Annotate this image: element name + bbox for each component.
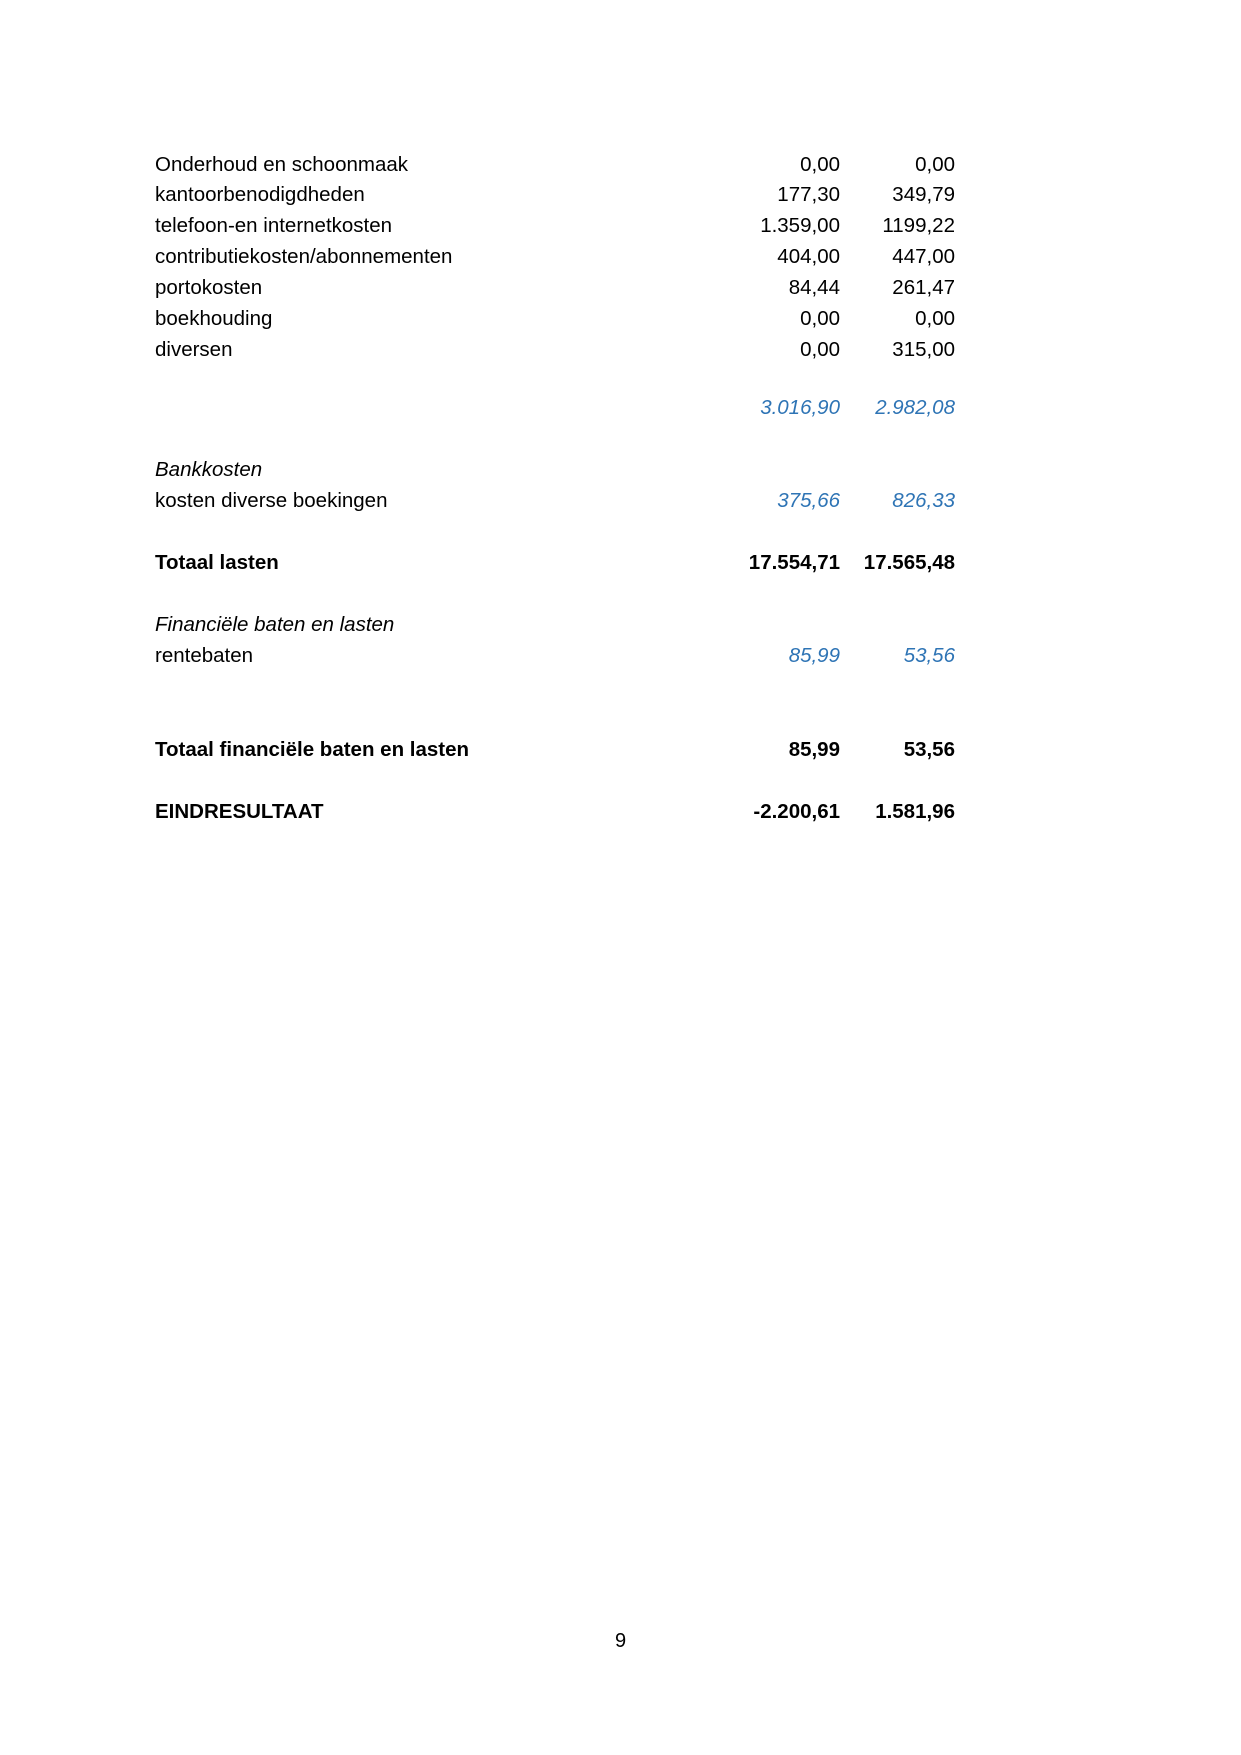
expense-row: [155, 335, 955, 365]
row-label: Onderhoud en schoonmaak: [155, 153, 409, 176]
section-heading: Bankkosten: [155, 458, 263, 481]
expense-row: [155, 180, 955, 210]
row-label: rentebaten: [155, 644, 254, 667]
row-value-col1: 0,00: [800, 338, 840, 361]
row-label: telefoon-en internetkosten: [155, 214, 393, 237]
expense-row: [155, 273, 955, 303]
expense-row: [155, 242, 955, 272]
row-label: kantoorbenodigdheden: [155, 183, 365, 206]
row-value-col1: 85,99: [788, 738, 840, 761]
row-value-col1: 17.554,71: [748, 551, 840, 574]
row-value-col1: -2.200,61: [753, 800, 840, 823]
row-value-col2: 1.581,96: [875, 800, 955, 823]
row-value-col2: 17.565,48: [863, 551, 955, 574]
row-value-col2: 0,00: [915, 307, 955, 330]
row-label: boekhouding: [155, 307, 273, 330]
bankkosten-row: [155, 486, 955, 516]
row-value-col2: 349,79: [892, 183, 955, 206]
rentebaten-row: [155, 641, 955, 671]
row-label: contributiekosten/abonnementen: [155, 245, 453, 268]
expense-subtotal-row: [155, 393, 955, 423]
row-value-col2: 826,33: [892, 489, 955, 512]
financieel-heading-row: [155, 610, 955, 640]
row-label: diversen: [155, 338, 233, 361]
row-label: Totaal lasten: [155, 551, 279, 574]
row-value-col1: 375,66: [777, 489, 840, 512]
row-value-col1: 85,99: [788, 644, 840, 667]
row-value-col2: 1199,22: [882, 214, 955, 237]
row-value-col2: 261,47: [892, 276, 955, 299]
row-label: kosten diverse boekingen: [155, 489, 388, 512]
row-value-col1: 1.359,00: [760, 214, 840, 237]
row-value-col2: 447,00: [892, 245, 955, 268]
page-number: 9: [614, 1630, 627, 1652]
row-value-col1: 84,44: [788, 276, 840, 299]
subtotal-col2: 2.982,08: [875, 396, 955, 419]
row-value-col1: 177,30: [777, 183, 840, 206]
row-value-col1: 0,00: [800, 307, 840, 330]
expense-row: [155, 211, 955, 241]
row-value-col1: 0,00: [800, 153, 840, 176]
expense-row: [155, 304, 955, 334]
row-label: Totaal financiële baten en lasten: [155, 738, 470, 761]
row-value-col1: 404,00: [777, 245, 840, 268]
totaal-lasten-row: [155, 548, 955, 578]
expense-row: [155, 150, 955, 180]
row-value-col2: 53,56: [903, 644, 955, 667]
subtotal-col1: 3.016,90: [760, 396, 840, 419]
section-heading: Financiële baten en lasten: [155, 613, 395, 636]
row-value-col2: 53,56: [903, 738, 955, 761]
row-value-col2: 0,00: [915, 153, 955, 176]
row-value-col2: 315,00: [892, 338, 955, 361]
row-label: EINDRESULTAAT: [155, 800, 324, 823]
totaal-financieel-row: [155, 735, 955, 765]
bankkosten-heading-row: [155, 455, 955, 485]
eindresultaat-row: [155, 797, 955, 827]
row-label: portokosten: [155, 276, 263, 299]
